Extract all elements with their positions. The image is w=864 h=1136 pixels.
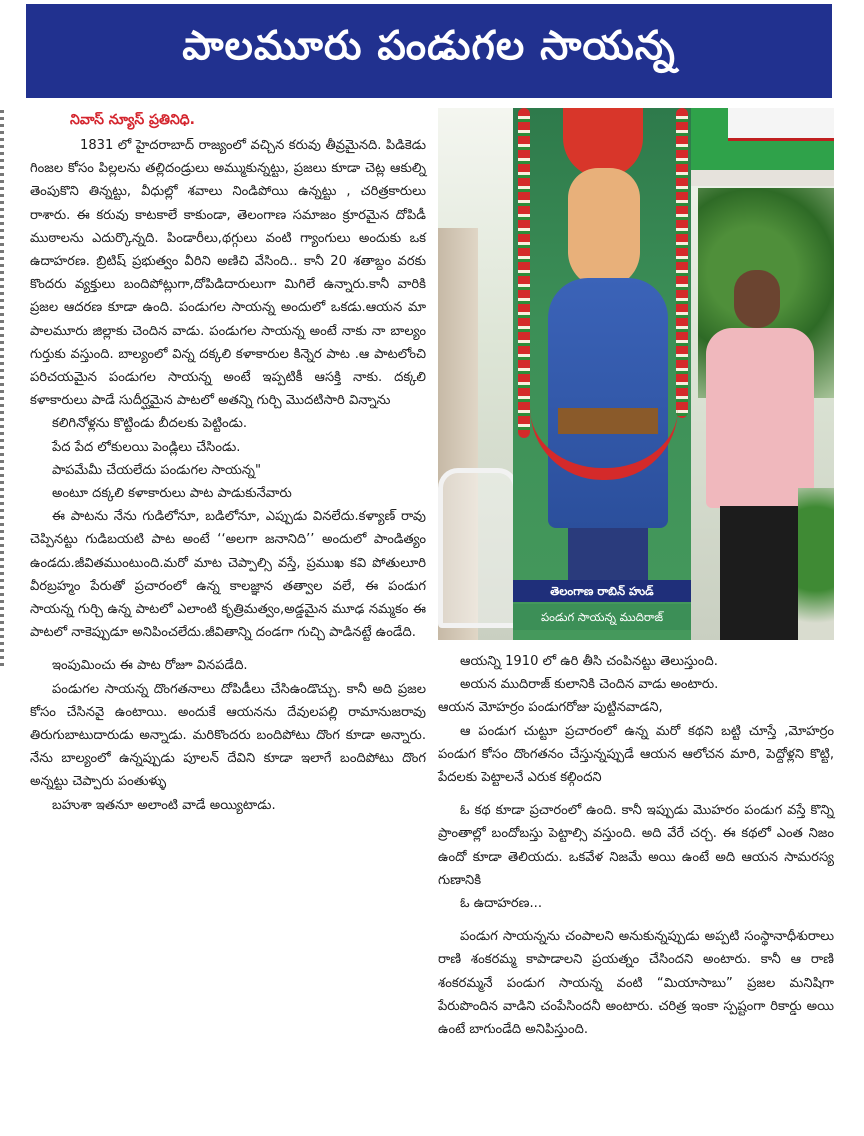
article-paragraph: బహుశా ఇతనూ అలాంటి వాడే అయ్యిటాడు. — [52, 797, 276, 813]
man-pants — [720, 506, 798, 640]
banner-caption-name: పండుగ సాయన్న ముదిరాజ్ — [513, 604, 691, 630]
photo-sign — [728, 108, 834, 141]
man-head — [734, 270, 780, 328]
article-paragraph: అయన ముదిరాజ్ కులానికి చెందిన వాడు అంటారు. — [460, 677, 719, 693]
article-paragraph: ఈ పాటను నేను గుడిలోనూ, బడిలోనూ, ఎప్పుడు వినలేదు.కళ్యాణ్ రావు చెప్పినట్టు గుడిబయటి పాట అంటే ‘‘అలగా జనానిది’’ అందులో పాండిత్యం ఉండదు.జీవితముంటుంది.మరో మాట చెప్పాల్సి వస్తే, ప్రముఖ కవి పోతులూరి వీరబ్రహ్మం పేరుతో ప్రచారంలో ఉన్న కాలజ్ఞాన తత్వాల వలే, ఈ పండుగ సాయన్న గుర్చి ఉన్న పాటలో ఎలాంటి కృత్రిమత్వం,అడ్డమైన మూఢ నమ్మకం ఈ పాటలో నాకెప్పుడూ అనిపించలేదు.జీవితాన్ని దండగా గుచ్చి పాడినట్టే ఉండేది. — [30, 509, 426, 641]
page-edge-marks — [0, 110, 4, 670]
article-paragraph: పండుగ సాయన్నను చంపాలని అనుకున్నప్పుడు అప్పటి సంస్థానాధీశురాలు రాణి శంకరమ్మ కాపాడాలని ప్రయత్నం చేసిందని అంటారు. కానీ ఆ రాణి శంకరమ్మనే పండుగ సాయన్న వంటి “మియాసాబు” ప్రజల మనిషిగా పేరుపొందిన వాడిని చంపేసిందనీ అంటారు. చరిత్ర ఇంకా స్పష్టంగా రికార్డు అయి ఉంటే బాగుండేది అనిపిస్తుంది. — [438, 929, 834, 1038]
headline: పాలమూరు పండుగల సాయన్న — [182, 23, 676, 69]
article-paragraph: ఇంపుమించు ఈ పాట రోజూ వినపడేది. — [52, 658, 248, 674]
right-body — [438, 650, 834, 1041]
headline-banner — [26, 4, 832, 98]
banner-figure-face — [568, 168, 640, 288]
flower-garland-left — [518, 108, 530, 438]
byline: నివాస్ న్యూస్ ప్రతినిధి. — [70, 112, 195, 128]
article-paragraph: ఆ పండుగ చుట్టూ ప్రచారంలో ఉన్న మరో కథని బట్టి చూస్తే ,మోహర్రం పండుగ కోసం దొంగతనం చేస్తున్నప్పుడే ఆయన ఆలోచన మారి, పెద్దోళ్లని కొట్టి, పేదలకు పెట్టాలనే ఎరుక కల్గిందని — [438, 723, 834, 786]
article-column-right — [438, 650, 834, 1041]
article-paragraph: ఆయన మోహర్రం పండుగరోజు పుట్టినవాడని, — [438, 700, 663, 716]
article-paragraph: ఓ కథ కూడా ప్రచారంలో ఉంది. కానీ ఇప్పుడు మొహరం పండుగ వస్తే కొన్ని ప్రాంతాల్లో బందోబస్తు పెట్టాల్సి వస్తుంది. అది వేరే చర్చ. ఈ కథలో ఎంత నిజం ఉందో కూడా తెలియదు. ఒకవేళ నిజమే అయి ఉంటే అది ఆయన సామరస్య గుణానికి — [438, 803, 834, 888]
photo-beam — [688, 170, 834, 186]
article-paragraph: ఆయన్ని 1910 లో ఉరి తీసి చంపినట్టు తెలుస్తుంది. — [460, 654, 718, 669]
photo-chair — [438, 468, 518, 628]
banner-figure-body — [548, 278, 668, 528]
article-column-left — [30, 108, 426, 817]
left-body — [30, 134, 426, 817]
article-paragraph: పండుగల సాయన్న దొంగతనాలు దోపిడీలు చేసిఉండొచ్చు. కానీ అది ప్రజల కోసం చేసినవై ఉంటాయి. అందుకే ఆయనను దేవులపల్లి రామానుజరావు తిరుగుబాటుదారుడు అన్నాడు. మరికొందరు బందిపోటు దొంగ కూడా అన్నారు. నేను బాల్యంలో ఉన్నప్పుడు పూలన్ దేవిని కూడా ఇలాగే బందిపోటు దొంగ అన్నట్టు చెప్పారు పంతుళ్ళు — [30, 681, 426, 790]
banner-figure-legs — [568, 528, 648, 588]
article-paragraph: పేద పేద లోకులయి పెండ్లిలు చేసిండు. — [52, 439, 241, 455]
article-paragraph: కలిగినోళ్లను కొట్టిండు బీదలకు పెట్టిండు. — [52, 416, 248, 432]
banner-caption-title: తెలంగాణ రాబిన్ హుడ్ — [513, 580, 691, 602]
article-paragraph: 1831 లో హైదరాబాద్ రాజ్యంలో వచ్చిన కరువు తీవ్రమైనది. పిడికెడు గింజల కోసం పిల్లలను తల్లిదండ్రులు అమ్ముకున్నట్టు, ప్రజలు కూడా చెట్ల ఆకుల్ని తెంపుకొని తిన్నట్టు, వీధుల్లో శవాలు నిండిపోయి ఉన్నట్టు , చరిత్రకారులు రాశారు. ఈ కరువు కాటకాలే కాకుండా, తెలంగాణ సమాజం క్రూరమైన దోపిడీ ముఠాలను ఎదుర్కొన్నది. పిండారీలు,థగ్గులు వంటి గ్యాంగులు అందుకు ఒక ఉదాహరణ. బ్రిటిష్ ప్రభుత్వం వీరిని అణిచి వేసింది.. కానీ 20 శతాబ్దం వరకు కొందరు వ్యక్తులు బందిపోట్లుగా,దోపిడిదారులుగా మిగిలే ఉన్నారు.కానీ వారికి ప్రజల ఆదరణ కూడా ఉంది. పండుగల సాయన్న అందులో ఒకడు.ఆయన మా పాలమూరు జిల్లాకు చెందిన వాడు. పండుగల సాయన్న అంటే నాకు నా బాల్యం గుర్తుకు వస్తుంది. బాల్యంలో విన్న దక్కలి కళాకారుల కిన్నెర పాట .ఆ పాటలోంచి పరిచయమైన పండుగల సాయన్న అంటే ఇప్పటికీ ఆసక్తి నాకు. దక్కలి కళాకారులు పాడే సుదీర్ఘమైన పాటలో అతన్ని గుర్చి మొదటిసారి విన్నాను — [30, 138, 427, 409]
article-paragraph: ఓ ఉదాహరణ... — [460, 896, 542, 912]
flower-garland-right — [676, 108, 688, 418]
article-paragraph: అంటూ దక్కలి కళాకారులు పాట పాడుకునేవారు — [52, 486, 292, 502]
article-photo — [438, 108, 834, 640]
article-paragraph: పాపమేమీ చేయలేదు పండుగల సాయన్న" — [52, 462, 261, 478]
man-shirt — [706, 328, 814, 508]
photo-plant — [798, 488, 834, 640]
